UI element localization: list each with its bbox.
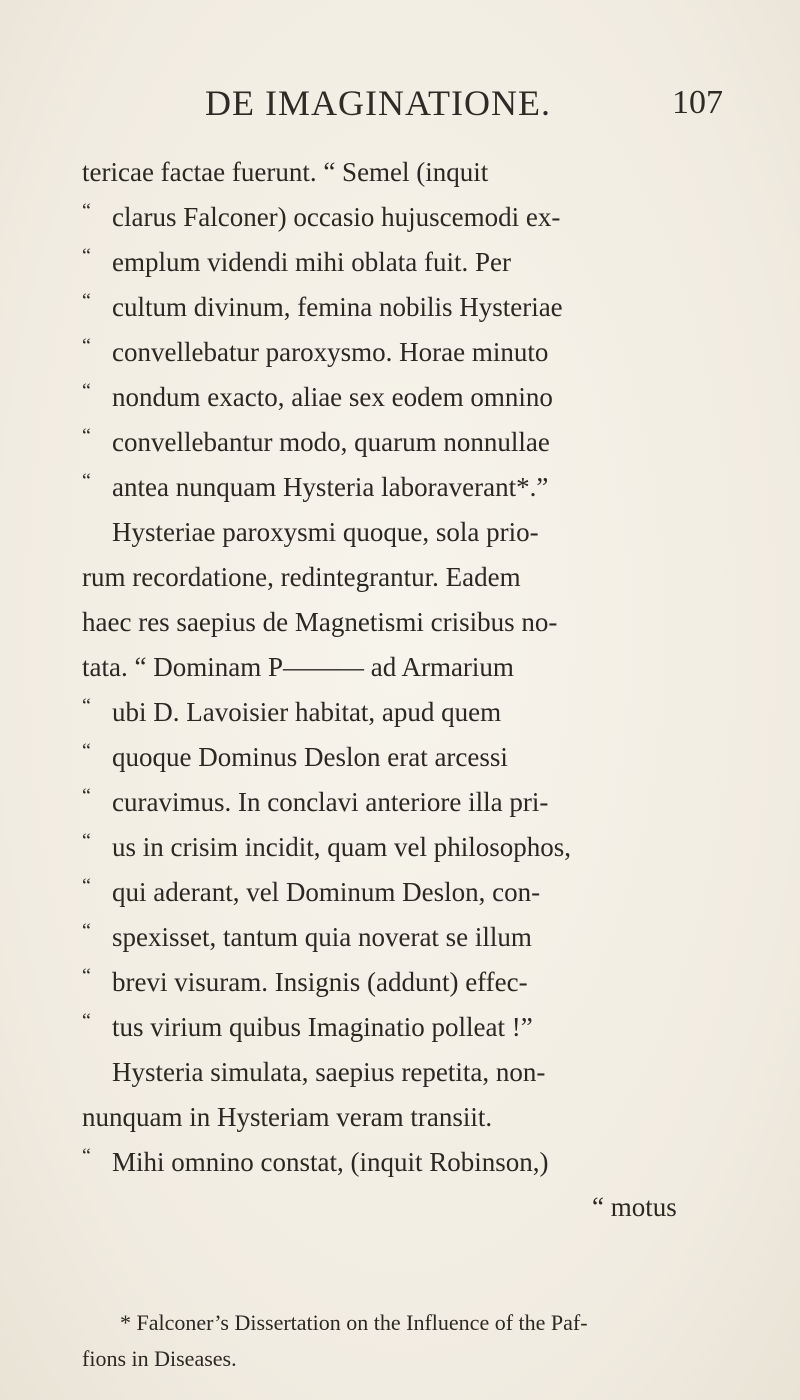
quote-mark: “: [82, 740, 91, 762]
text-line: [0, 375, 800, 419]
text-line: [0, 555, 800, 599]
quote-mark: “: [82, 470, 91, 492]
line-text: clarus Falconer) occasio hujuscemodi ex-: [112, 202, 561, 232]
quote-mark: “: [82, 830, 91, 852]
line-text: nondum exacto, aliae sex eodem omnino: [112, 382, 553, 412]
line-text: brevi visuram. Insignis (addunt) effec-: [112, 967, 528, 997]
quote-mark: “: [82, 380, 91, 402]
line-text: antea nunquam Hysteria laboraverant*.”: [112, 472, 549, 502]
line-text: haec res saepius de Magnetismi crisibus no-: [82, 607, 558, 637]
line-text: curavimus. In conclavi anteriore illa pri-: [112, 787, 549, 817]
text-line: [0, 1095, 800, 1139]
line-text: convellebantur modo, quarum nonnullae: [112, 427, 550, 457]
line-text: spexisset, tantum quia noverat se illum: [112, 922, 532, 952]
line-text: Hysteria simulata, saepius repetita, non-: [112, 1057, 546, 1087]
quote-mark: “: [82, 425, 91, 447]
line-text: tus virium quibus Imaginatio polleat !”: [112, 1012, 533, 1042]
line-text: qui aderant, vel Dominum Deslon, con-: [112, 877, 541, 907]
text-line: [0, 150, 800, 194]
text-line: [0, 465, 800, 509]
text-line: [0, 1005, 800, 1049]
quote-mark: “: [82, 290, 91, 312]
text-line: [0, 285, 800, 329]
footnote-line: fions in Diseases.: [82, 1346, 237, 1371]
quote-mark: “: [82, 1145, 91, 1167]
line-text: Hysteriae paroxysmi quoque, sola prio-: [112, 517, 539, 547]
text-line: [0, 1050, 800, 1094]
text-line: [0, 915, 800, 959]
line-text: tericae factae fuerunt. “ Semel (inquit: [82, 157, 489, 187]
text-line: [0, 330, 800, 374]
text-line: [0, 735, 800, 779]
quote-mark: “: [82, 335, 91, 357]
line-text: tata. “ Dominam P——— ad Armarium: [82, 652, 514, 682]
line-text: “ motus: [592, 1192, 677, 1222]
text-line: [0, 510, 800, 554]
text-line: [0, 195, 800, 239]
text-line: [0, 870, 800, 914]
footnote-line: * Falconer’s Dissertation on the Influence of the Paf-: [120, 1310, 588, 1335]
page-number: 107: [672, 84, 723, 121]
line-text: emplum videndi mihi oblata fuit. Per: [112, 247, 511, 277]
running-title: DE IMAGINATIONE.: [205, 83, 551, 123]
line-text: nunquam in Hysteriam veram transiit.: [82, 1102, 493, 1132]
text-line: [0, 240, 800, 284]
line-text: rum recordatione, redintegrantur. Eadem: [82, 562, 521, 592]
line-text: cultum divinum, femina nobilis Hysteriae: [112, 292, 563, 322]
line-text: Mihi omnino constat, (inquit Robinson,): [112, 1147, 549, 1177]
text-line: [0, 825, 800, 869]
text-line: [0, 780, 800, 824]
line-text: ubi D. Lavoisier habitat, apud quem: [112, 697, 502, 727]
quote-mark: “: [82, 785, 91, 807]
quote-mark: “: [82, 200, 91, 222]
line-text: us in crisim incidit, quam vel philosophos,: [112, 832, 571, 862]
line-text: quoque Dominus Deslon erat arcessi: [112, 742, 508, 772]
quote-mark: “: [82, 245, 91, 267]
text-line: [0, 420, 800, 464]
quote-mark: “: [82, 920, 91, 942]
text-line: [0, 600, 800, 644]
text-line: [0, 1185, 800, 1229]
page-header: [0, 82, 800, 132]
quote-mark: “: [82, 875, 91, 897]
text-line: [0, 1140, 800, 1184]
quote-mark: “: [82, 695, 91, 717]
text-line: [0, 960, 800, 1004]
quote-mark: “: [82, 1010, 91, 1032]
line-text: convellebatur paroxysmo. Horae minuto: [112, 337, 549, 367]
text-line: [0, 690, 800, 734]
text-line: [0, 645, 800, 689]
quote-mark: “: [82, 965, 91, 987]
